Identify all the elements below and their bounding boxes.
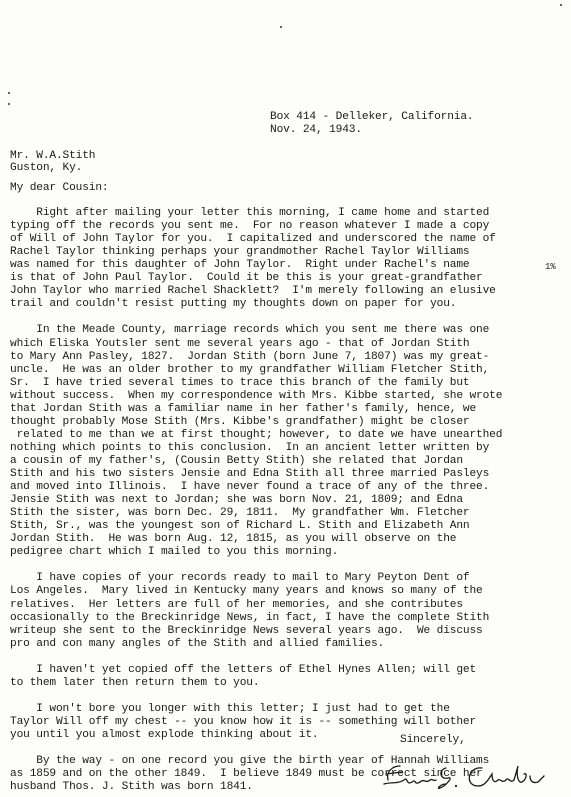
body-line: and moved into Illinois. I have never found a trace of any of the three. <box>10 481 490 493</box>
letter-date: Nov. 24, 1943. <box>270 124 362 136</box>
body-line: Jensie Stith was next to Jordan; she was born Nov. 21, 1809; and Edna <box>10 494 463 506</box>
body-line: Jordan Stith. He was born Aug. 12, 1815, as you will observe on the <box>10 533 457 545</box>
body-line: writeup she sent to the Breckinridge News several years ago. We discuss <box>10 625 483 637</box>
body-line: Stith the sister, was born Dec. 29, 1811. My grandfather Wm. Fletcher <box>10 507 470 519</box>
body-line: Rachel Taylor thinking perhaps your grandmother Rachel Taylor Williams <box>10 246 470 258</box>
body-line: a cousin of my father's, (Cousin Betty Stith) she related that Jordan <box>10 455 463 467</box>
body-line: uncle. He was an older brother to my grandfather William Fletcher Stith, <box>10 364 490 376</box>
body-line: Stith, Sr., was the youngest son of Richard L. Stith and Elizabeth Ann <box>10 520 470 532</box>
body-line: pro and con many angles of the Stith and allied families. <box>10 638 385 650</box>
body-line: thought probably Mose Stith (Mrs. Kibbe's grandfather) might be closer <box>10 416 470 428</box>
body-line: related to me than we at first thought; however, to date we have unearthed <box>10 429 503 441</box>
body-line: of Will of John Taylor for you. I capitalized and underscored the name of <box>10 233 496 245</box>
body-line: Los Angeles. Mary lived in Kentucky many years and knows so many of the <box>10 585 483 597</box>
body-line: relatives. Her letters are full of her memories, and she contributes <box>10 599 463 611</box>
sender-address: Box 414 - Delleker, California. <box>270 111 474 123</box>
body-line: without success. When my correspondence with Mrs. Kibbe started, she wrote <box>10 390 503 402</box>
handwritten-signature <box>380 758 550 794</box>
body-line: as 1859 and on the other 1849. I believe 1849 must be correct since her <box>10 768 483 780</box>
body-line: to Mary Ann Pasley, 1827. Jordan Stith (born June 7, 1807) was my great- <box>10 351 490 363</box>
body-line: husband Thos. J. Stith was born 1841. <box>10 781 253 793</box>
body-line: In the Meade County, marriage records which you sent me there was one <box>10 324 490 336</box>
paper-speck <box>8 92 10 94</box>
body-line: is that of John Paul Taylor. Could it be this is your great-grandfather <box>10 272 483 284</box>
paper-speck <box>8 103 10 105</box>
body-line: you until you almost explode thinking about it. <box>10 729 319 741</box>
body-line: I haven't yet copied off the letters of Ethel Hynes Allen; will get <box>10 664 477 676</box>
body-line: Taylor Will off my chest -- you know how it is -- something will bother <box>10 716 477 728</box>
salutation: My dear Cousin: <box>10 182 109 194</box>
recipient-name: Mr. W.A.Stith <box>10 150 96 162</box>
body-line: Right after mailing your letter this morning, I came home and started <box>10 207 490 219</box>
paper-speck <box>560 4 562 6</box>
body-line: I won't bore you longer with this letter; I just had to get the <box>10 703 450 715</box>
body-line: typing off the records you sent me. For no reason whatever I made a copy <box>10 220 490 232</box>
margin-mark: 1% <box>545 262 556 272</box>
body-line: trail and couldn't resist putting my thoughts down on paper for you. <box>10 298 457 310</box>
body-line: occasionally to the Breckinridge News, in fact, I have the complete Stith <box>10 612 490 624</box>
body-line: was named for this daughter of John Taylor. Right under Rachel's name <box>10 259 470 271</box>
body-line: John Taylor who married Rachel Shacklett? I'm merely following an elusive <box>10 285 496 297</box>
body-line: Stith and his two sisters Jensie and Edna Stith all three married Pasleys <box>10 468 490 480</box>
body-line: pedigree chart which I mailed to you this morning. <box>10 546 339 558</box>
paper-speck <box>280 26 282 28</box>
body-line: which Eliska Youtsler sent me several years ago - that of Jordan Stith <box>10 338 470 350</box>
body-line: that Jordan Stith was a familiar name in her father's family, hence, we <box>10 403 477 415</box>
body-line: I have copies of your records ready to mail to Mary Peyton Dent of <box>10 572 470 584</box>
body-line: By the way - on one record you give the birth year of Hannah Williams <box>10 755 490 767</box>
closing: Sincerely, <box>400 734 466 746</box>
body-line: nothing which points to this conclusion. In an ancient letter written by <box>10 442 490 454</box>
body-line: to them later then return them to you. <box>10 677 260 689</box>
body-line: Sr. I have tried several times to trace this branch of the family but <box>10 377 470 389</box>
recipient-location: Guston, Ky. <box>10 162 83 174</box>
